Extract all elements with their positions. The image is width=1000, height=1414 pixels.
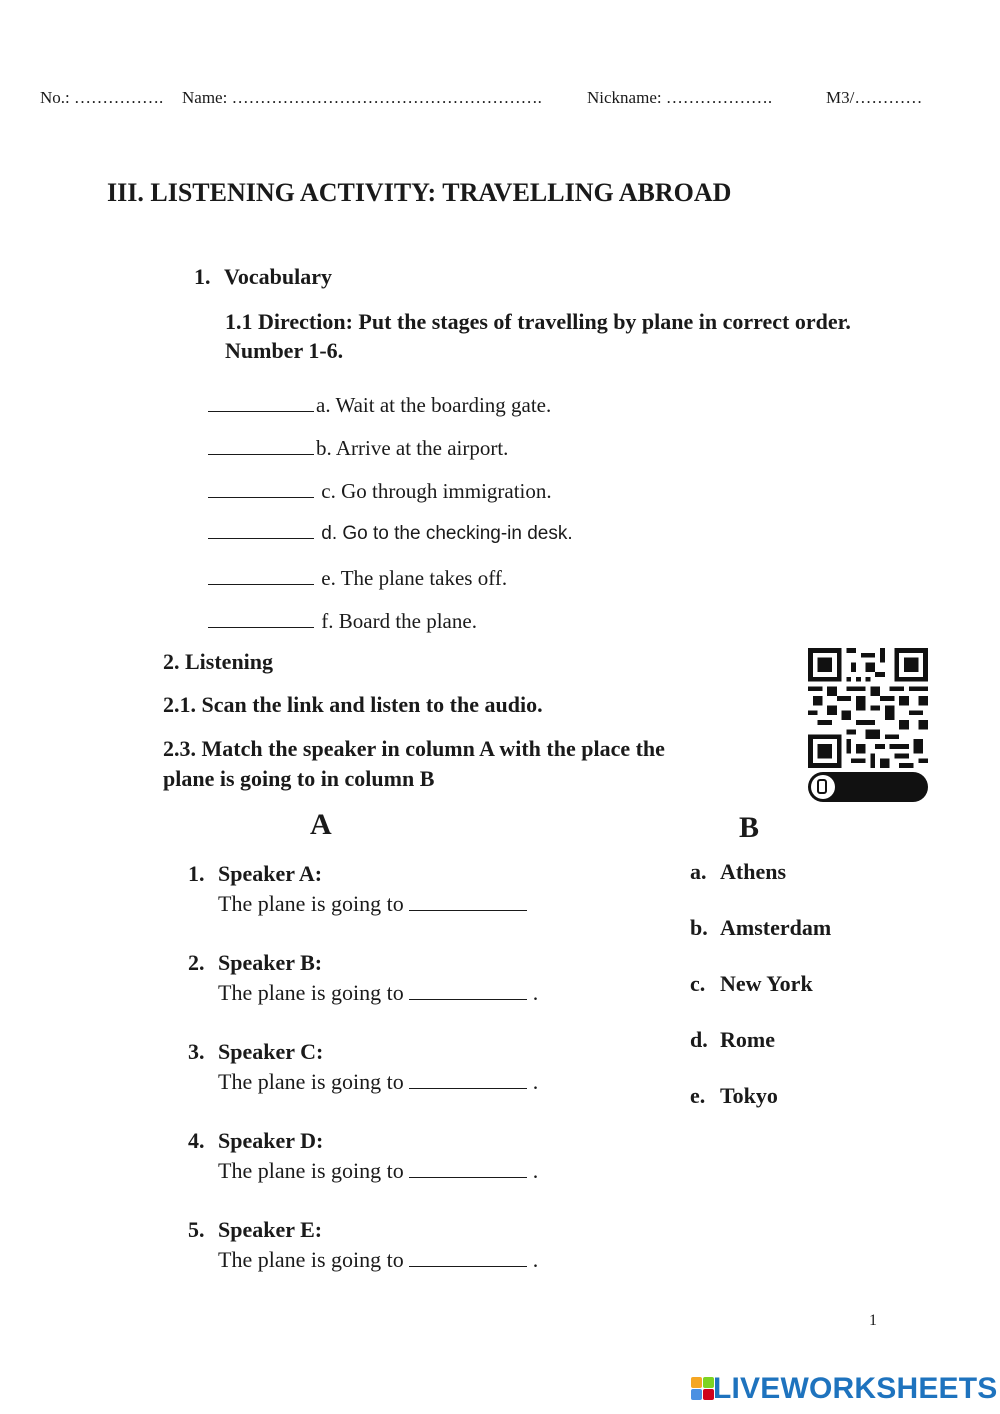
answer-blank[interactable]	[409, 1265, 527, 1267]
speaker-item	[188, 1126, 538, 1186]
column-a-heading: A	[310, 808, 332, 841]
name-field[interactable]: Name: ……………………………………………….	[182, 88, 542, 107]
speaker-label: Speaker B:	[218, 950, 323, 975]
place-name: Athens	[720, 859, 787, 884]
stage-item	[208, 523, 573, 545]
listening-step-3-line-1: 2.3. Match the speaker in column A with the place the	[163, 736, 665, 761]
speaker-item	[188, 859, 527, 919]
stage-item	[208, 479, 552, 504]
place-name: Tokyo	[720, 1083, 778, 1108]
listening-step-3-line-2: plane is going to in column B	[163, 766, 435, 791]
speaker-number: 2.	[188, 950, 205, 975]
audio-link-button[interactable]	[808, 772, 928, 802]
place-option[interactable]	[690, 971, 813, 997]
sentence-end: .	[527, 1158, 539, 1183]
stage-item	[208, 393, 551, 418]
section-vocabulary-heading	[194, 264, 332, 290]
speaker-number: 4.	[188, 1128, 205, 1153]
place-name: Amsterdam	[720, 915, 832, 940]
direction-line-1: 1.1 Direction: Put the stages of travelling by plane in correct order.	[225, 309, 851, 334]
speaker-label: Speaker E:	[218, 1217, 323, 1242]
direction-line-2: Number 1-6.	[225, 338, 344, 363]
column-b-heading: B	[739, 811, 760, 844]
speaker-label: Speaker A:	[218, 861, 323, 886]
place-name: New York	[720, 971, 813, 996]
answer-blank[interactable]	[208, 496, 314, 498]
speaker-number: 1.	[188, 861, 205, 886]
place-letter: a.	[690, 859, 707, 884]
stage-item	[208, 436, 508, 461]
listening-step-1: 2.1. Scan the link and listen to the audio.	[163, 692, 543, 717]
answer-blank[interactable]	[208, 537, 314, 539]
speaker-item	[188, 948, 538, 1008]
answer-blank[interactable]	[208, 453, 314, 455]
sentence-end: .	[527, 1247, 539, 1272]
stage-text: f. Board the plane.	[321, 609, 477, 633]
speaker-prompt: The plane is going to	[218, 891, 404, 916]
phone-icon	[817, 779, 827, 794]
place-letter: c.	[690, 971, 706, 996]
stage-text: c. Go through immigration.	[321, 479, 552, 503]
speaker-prompt: The plane is going to	[218, 980, 404, 1005]
stage-item	[208, 566, 507, 591]
qr-code-icon[interactable]	[808, 648, 928, 768]
speaker-item	[188, 1215, 538, 1275]
page-number: 1	[869, 1312, 877, 1329]
place-option[interactable]	[690, 915, 831, 941]
place-option[interactable]	[690, 1027, 775, 1053]
number-field[interactable]: No.: …………….	[40, 88, 164, 107]
section-number: 1.	[194, 264, 211, 289]
stage-text: a. Wait at the boarding gate.	[316, 393, 552, 417]
speaker-label: Speaker C:	[218, 1039, 324, 1064]
page-title: III. LISTENING ACTIVITY: TRAVELLING ABROAD	[107, 178, 732, 207]
speaker-label: Speaker D:	[218, 1128, 324, 1153]
answer-blank[interactable]	[409, 1176, 527, 1178]
logo-mark-icon	[691, 1377, 715, 1401]
speaker-prompt: The plane is going to	[218, 1069, 404, 1094]
stage-item	[208, 609, 477, 634]
section-listening-heading: 2. Listening	[163, 649, 274, 674]
nickname-field[interactable]: Nickname: ……………….	[587, 88, 773, 107]
place-letter: d.	[690, 1027, 708, 1052]
stage-text: e. The plane takes off.	[321, 566, 508, 590]
speaker-number: 5.	[188, 1217, 205, 1242]
speaker-prompt: The plane is going to	[218, 1158, 404, 1183]
place-option[interactable]	[690, 859, 786, 885]
answer-blank[interactable]	[208, 583, 314, 585]
speaker-prompt: The plane is going to	[218, 1247, 404, 1272]
liveworksheets-logo[interactable]	[691, 1372, 998, 1408]
section-label: Vocabulary	[224, 264, 332, 289]
place-name: Rome	[720, 1027, 775, 1052]
sentence-end: .	[527, 1069, 539, 1094]
stage-text: d. Go to the checking-in desk.	[321, 523, 573, 544]
class-field[interactable]: M3/…………	[826, 88, 923, 107]
stage-text: b. Arrive at the airport.	[316, 436, 509, 460]
logo-text: LIVEWORKSHEETS	[713, 1372, 998, 1405]
speaker-item	[188, 1037, 538, 1097]
place-option[interactable]	[690, 1083, 778, 1109]
answer-blank[interactable]	[409, 909, 527, 911]
speaker-number: 3.	[188, 1039, 205, 1064]
place-letter: b.	[690, 915, 708, 940]
sentence-end: .	[527, 980, 539, 1005]
answer-blank[interactable]	[208, 626, 314, 628]
answer-blank[interactable]	[409, 1087, 527, 1089]
answer-blank[interactable]	[409, 998, 527, 1000]
place-letter: e.	[690, 1083, 706, 1108]
answer-blank[interactable]	[208, 410, 314, 412]
